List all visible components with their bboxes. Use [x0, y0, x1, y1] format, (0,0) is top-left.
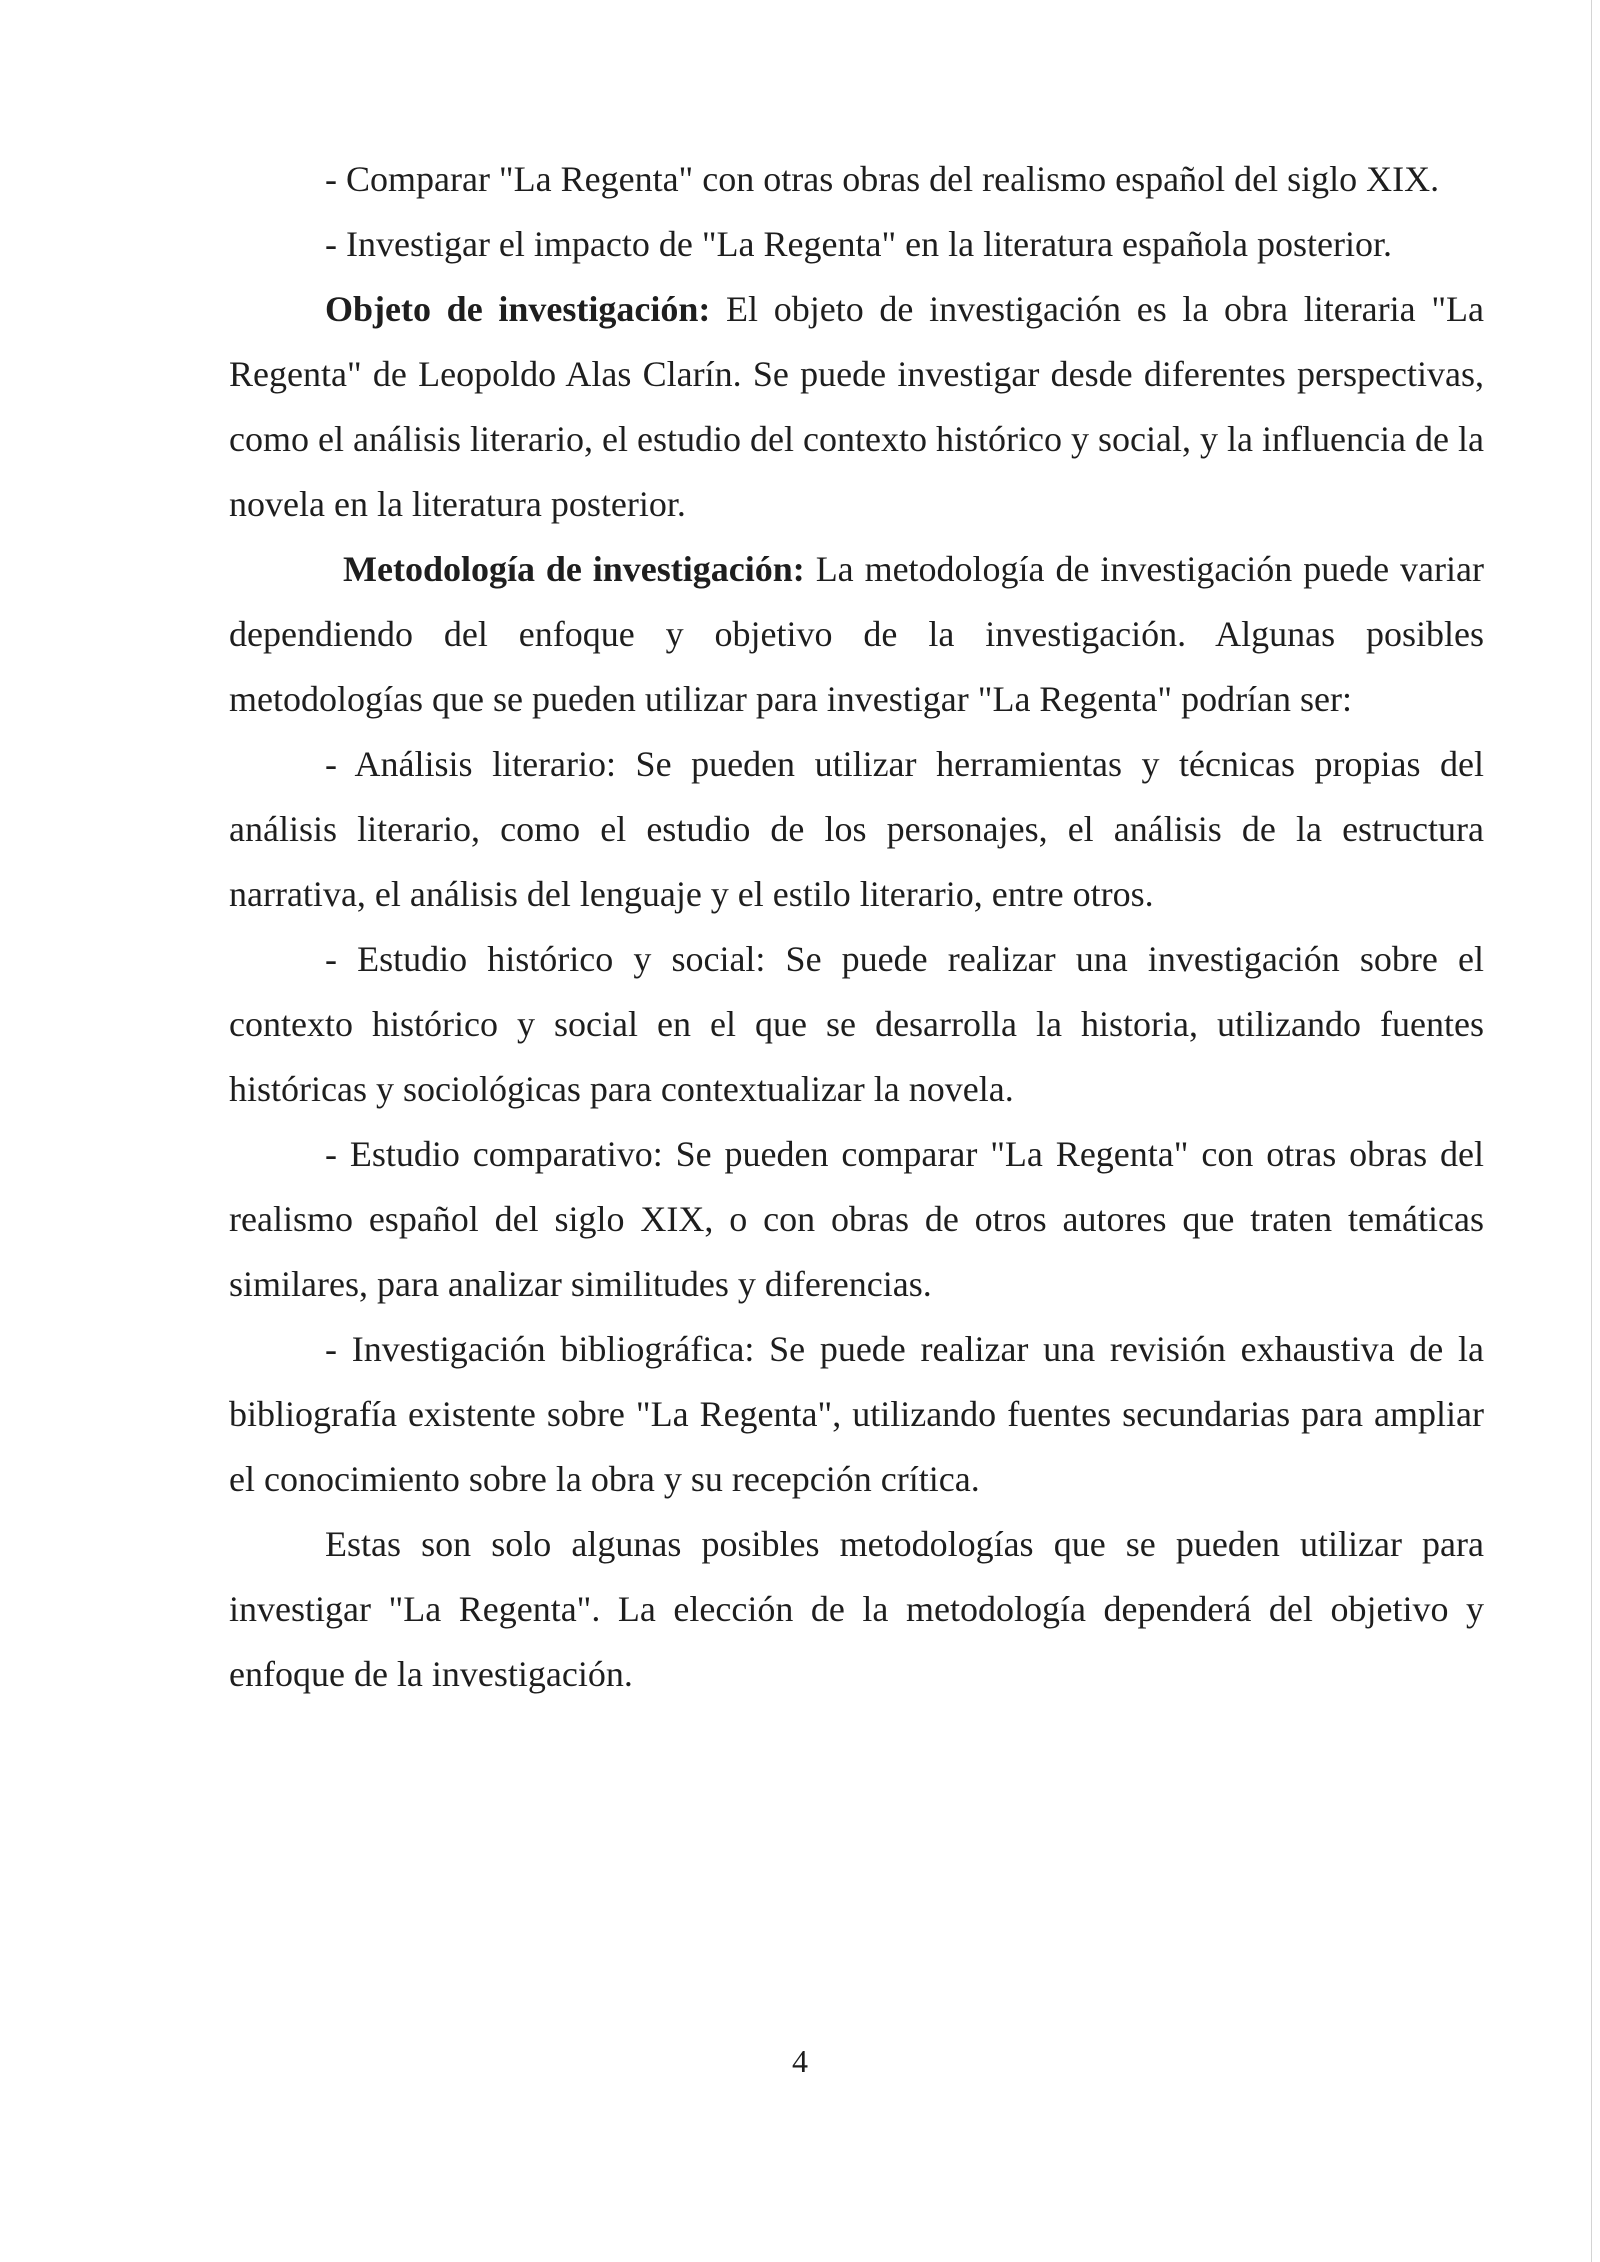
page-edge-divider	[1591, 0, 1592, 2262]
paragraph-objective-compare	[229, 147, 1484, 212]
paragraph-text: Estas son solo algunas posibles metodologías que se pueden utilizar para investigar "La Regenta". La elección de la metodología dependerá del objetivo y enfoque de la investigación.	[229, 1524, 1484, 1694]
paragraph-conclusion	[229, 1512, 1484, 1707]
paragraph-text: - Estudio comparativo: Se pueden comparar "La Regenta" con otras obras del realismo español del siglo XIX, o con obras de otros autores que traten temáticas similares, para analizar similitudes y diferencias.	[229, 1134, 1484, 1304]
paragraph-bibliographic-research	[229, 1317, 1484, 1512]
paragraph-research-object	[229, 277, 1484, 537]
section-heading-research-object: Objeto de investigación:	[325, 289, 711, 329]
paragraph-text: La metodología de investigación puede variar dependiendo del enfoque y objetivo de la investigación. Algunas posibles metodologías que se pueden utilizar para investigar "La Regenta" podrían ser:	[229, 549, 1484, 719]
paragraph-text: - Comparar "La Regenta" con otras obras del realismo español del siglo XIX.	[325, 159, 1440, 199]
paragraph-text: - Análisis literario: Se pueden utilizar herramientas y técnicas propias del análisis literario, como el estudio de los personajes, el análisis de la estructura narrativa, el análisis del lenguaje y el estilo literario, entre otros.	[229, 744, 1484, 914]
paragraph-comparative-study	[229, 1122, 1484, 1317]
paragraph-historical-study	[229, 927, 1484, 1122]
document-body	[229, 147, 1484, 1707]
paragraph-text: - Investigación bibliográfica: Se puede realizar una revisión exhaustiva de la bibliografía existente sobre "La Regenta", utilizando fuentes secundarias para ampliar el conocimiento sobre la obra y su recepción crítica.	[229, 1329, 1484, 1499]
section-heading-methodology: Metodología de investigación:	[343, 549, 805, 589]
paragraph-literary-analysis	[229, 732, 1484, 927]
paragraph-text: El objeto de investigación es la obra literaria "La Regenta" de Leopoldo Alas Clarín. Se puede investigar desde diferentes perspectivas, como el análisis literario, el estudio del contexto histórico y social, y la influencia de la novela en la literatura posterior.	[229, 289, 1484, 524]
paragraph-methodology	[229, 537, 1484, 732]
paragraph-objective-impact	[229, 212, 1484, 277]
paragraph-text: - Estudio histórico y social: Se puede realizar una investigación sobre el contexto histórico y social en el que se desarrolla la historia, utilizando fuentes históricas y sociológicas para contextualizar la novela.	[229, 939, 1484, 1109]
page-number: 4	[792, 2043, 808, 2079]
paragraph-text: - Investigar el impacto de "La Regenta" en la literatura española posterior.	[325, 224, 1392, 264]
